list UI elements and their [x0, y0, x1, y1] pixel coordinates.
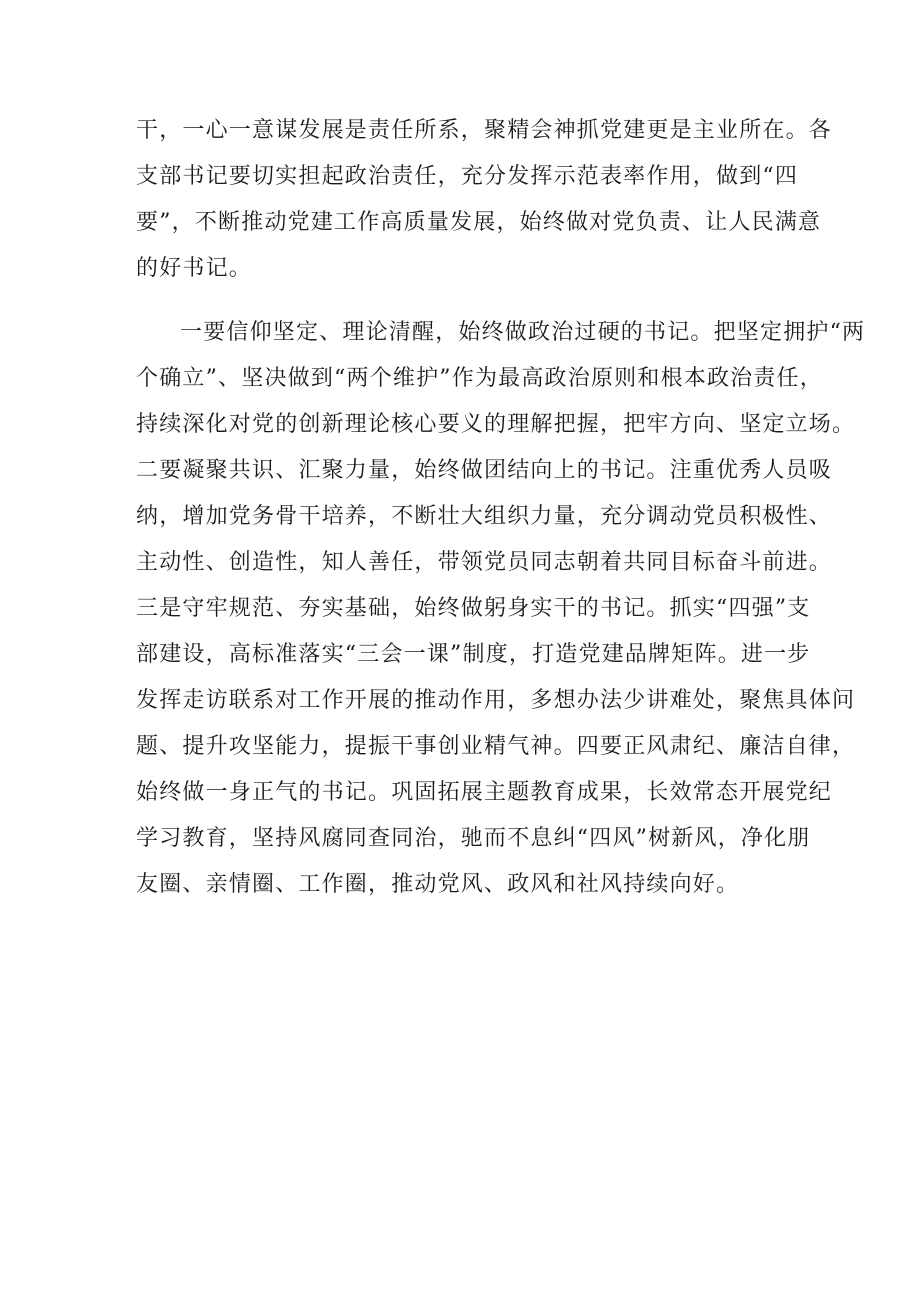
text-line: 二要凝聚共识、汇聚力量，始终做团结向上的书记。注重优秀人员吸 [136, 458, 833, 483]
text-line: 持续深化对党的创新理论核心要义的理解把握，把牢方向、坚定立场。 [136, 412, 856, 437]
text-line: 发挥走访联系对工作开展的推动作用，多想办法少讲难处，聚焦具体问 [136, 688, 856, 713]
text-line: 始终做一身正气的书记。巩固拓展主题教育成果，长效常态开展党纪 [136, 780, 833, 805]
paragraph-2 [136, 310, 866, 908]
document-body [136, 108, 866, 908]
text-line: 一要信仰坚定、理论清醒，始终做政治过硬的书记。把坚定拥护“两 [180, 320, 866, 345]
text-line: 个确立”、坚决做到“两个维护”作为最高政治原则和根本政治责任， [136, 366, 823, 391]
text-line: 干，一心一意谋发展是责任所系，聚精会神抓党建更是主业所在。各 [136, 118, 833, 143]
paragraph-1 [136, 108, 833, 292]
text-line: 要”，不断推动党建工作高质量发展，始终做对党负责、让人民满意 [136, 210, 822, 235]
text-line: 纳，增加党务骨干培养，不断壮大组织力量，充分调动党员积极性、 [136, 504, 833, 529]
text-line: 三是守牢规范、夯实基础，始终做躬身实干的书记。抓实“四强”支 [136, 596, 811, 621]
text-line: 友圈、亲情圈、工作圈，推动党风、政风和社风持续向好。 [136, 872, 740, 897]
text-line: 学习教育，坚持风腐同查同治，驰而不息纠“四风”树新风，净化朋 [136, 826, 811, 851]
text-line: 的好书记。 [136, 256, 253, 281]
text-line: 题、提升攻坚能力，提振干事创业精气神。四要正风肃纪、廉洁自律， [136, 734, 856, 759]
paragraph-spacing [136, 292, 796, 310]
text-line: 主动性、创造性，知人善任，带领党员同志朝着共同目标奋斗前进。 [136, 550, 833, 575]
text-line: 部建设，高标准落实“三会一课”制度，打造党建品牌矩阵。进一步 [136, 642, 811, 667]
text-line: 支部书记要切实担起政治责任，充分发挥示范表率作用，做到“四 [136, 164, 799, 189]
